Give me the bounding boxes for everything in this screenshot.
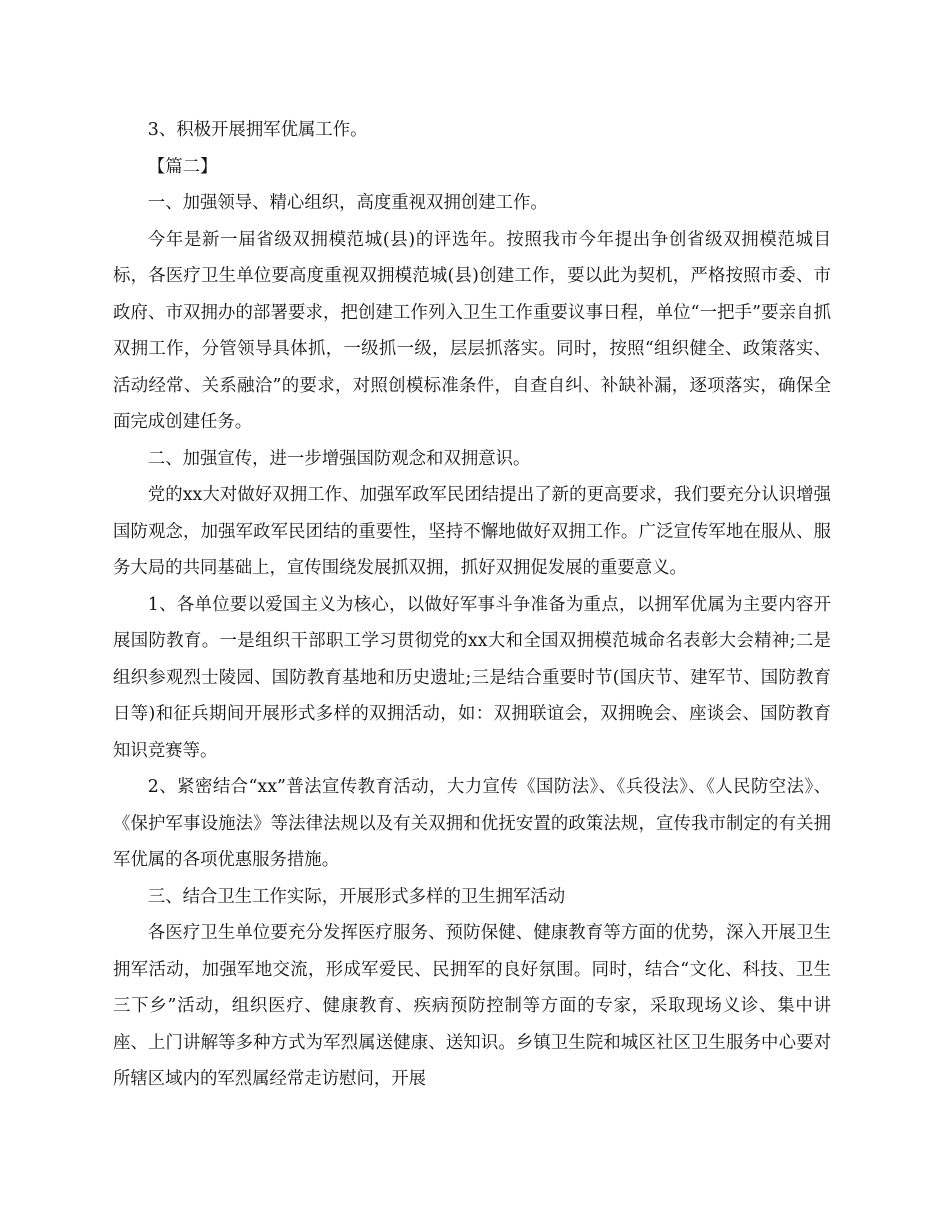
section-heading-3: 三、结合卫生工作实际，开展形式多样的卫生拥军活动 (147, 886, 566, 907)
list-item-1: 1、各单位要以爱国主义为核心，以做好军事斗争准备为重点，以拥军优属为主要内容开展国防教育。一是组织干部职工学习贯彻党的xx大和全国双拥模范城命名表彰大会精神;二是组织参观烈士陵园、国防教育基地和历史遗址;三是结合重要时节(国庆节、建军节、国防教育日等)和征兵期间开展形式多样的双拥活动，如：双拥联谊会，双拥晚会、座谈会、国防教育知识竞赛等。 (113, 594, 831, 761)
body-paragraph: 各医疗卫生单位要充分发挥医疗服务、预防保健、健康教育等方面的优势，深入开展卫生拥军活动，加强军地交流，形成军爱民、民拥军的良好氛围。同时，结合“文化、科技、卫生三下乡”活动，组织医疗、健康教育、疾病预防控制等方面的专家，采取现场义诊、集中讲座、上门讲解等多种方式为军烈属送健康、送知识。乡镇卫生院和城区社区卫生服务中心要对所辖区域内的军烈属经常走访慰问，开展 (113, 923, 831, 1089)
section-marker: 【篇二】 (147, 156, 218, 177)
section-heading-1: 一、加强领导、精心组织，高度重视双拥创建工作。 (147, 193, 548, 213)
section-heading-2: 二、加强宣传，进一步增强国防观念和双拥意识。 (147, 448, 531, 469)
list-item-3: 3、积极开展拥军优属工作。 (147, 120, 368, 140)
document-body (113, 112, 831, 1098)
body-paragraph: 党的xx大对做好双拥工作、加强军政军民团结提出了新的更高要求，我们要充分认识增强国防观念，加强军政军民团结的重要性，坚持不懈地做好双拥工作。广泛宣传军地在服从、服务大局的共同基础上，宣传围绕发展抓双拥，抓好双拥促发展的重要意义。 (113, 485, 831, 578)
body-paragraph: 今年是新一届省级双拥模范城(县)的评选年。按照我市今年提出争创省级双拥模范城目标，各医疗卫生单位要高度重视双拥模范城(县)创建工作，要以此为契机，严格按照市委、市政府、市双拥办的部署要求，把创建工作列入卫生工作重要议事日程，单位“一把手”要亲自抓双拥工作，分管领导具体抓，一级抓一级，层层抓落实。同时，按照“组织健全、政策落实、活动经常、关系融洽”的要求，对照创模标准条件，自查自纠、补缺补漏，逐项落实，确保全面完成创建任务。 (113, 229, 831, 432)
list-item-2: 2、紧密结合“xx”普法宣传教育活动，大力宣传《国防法》、《兵役法》、《人民防空法》、《保护军事设施法》等法律法规以及有关双拥和优抚安置的政策法规，宣传我市制定的有关拥军优属的各项优惠服务措施。 (113, 777, 831, 870)
